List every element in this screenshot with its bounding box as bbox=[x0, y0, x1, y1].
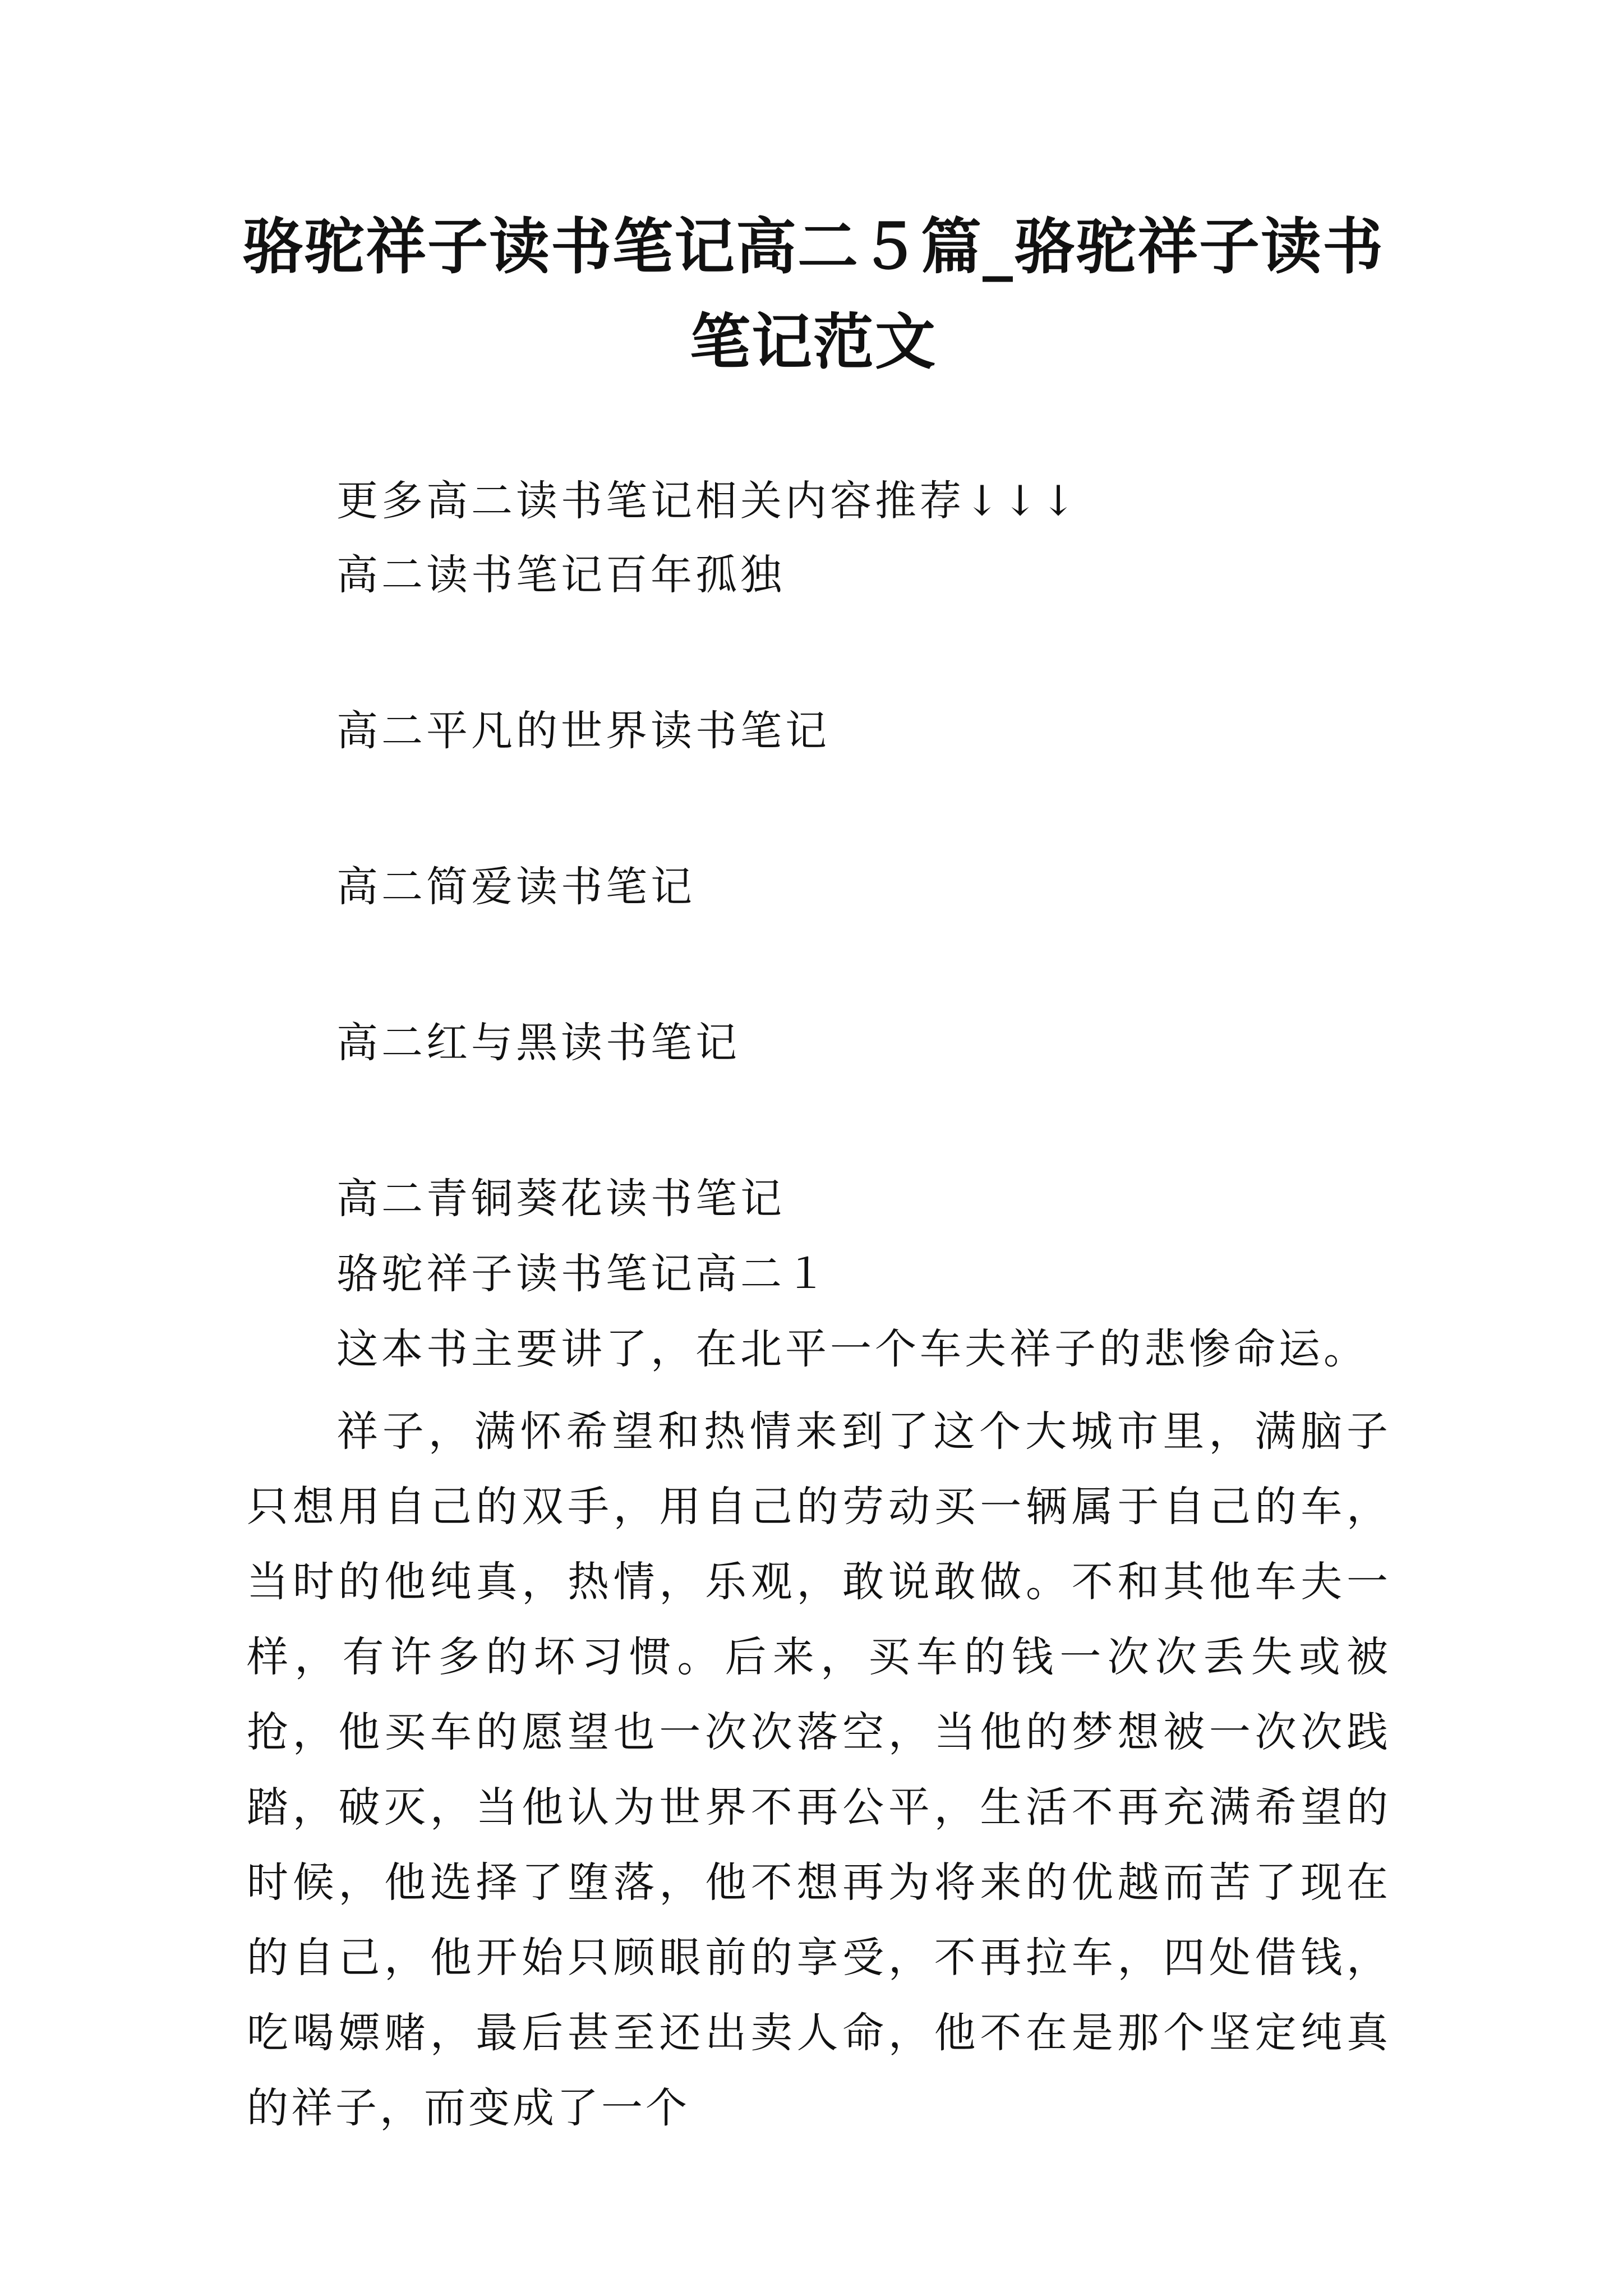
recommend-heading: 更多高二读书笔记相关内容推荐↓↓↓ bbox=[336, 477, 1080, 525]
related-link-3[interactable]: 高二简爱读书笔记 bbox=[336, 863, 695, 911]
section-title: 骆驼祥子读书笔记高二１ bbox=[336, 1250, 830, 1298]
related-link-4[interactable]: 高二红与黑读书笔记 bbox=[336, 1019, 740, 1067]
related-link-1[interactable]: 高二读书笔记百年孤独 bbox=[336, 551, 785, 599]
body-paragraph: 祥子，满怀希望和热情来到了这个大城市里，满脑子只想用自己的双手，用自己的劳动买一辆属于自己的车，当时的他纯真，热情，乐观，敢说敢做。不和其他车夫一样，有许多的坏习惯。后来，买车的钱一次次丢失或被抢，他买车的愿望也一次次落空，当他的梦想被一次次践踏，破灭，当他认为世界不再公平，生活不再充满希望的时候，他选择了堕落，他不想再为将来的优越而苦了现在的自己，他开始只顾眼前的享受，不再拉车，四处借钱，吃喝嫖赌，最后甚至还出卖人命，他不在是那个坚定纯真的祥子，而变成了一个 bbox=[247, 1407, 1391, 2132]
document-title: 骆驼祥子读书笔记高二５篇_骆驼祥子读书笔记范文 bbox=[242, 211, 1384, 378]
related-link-2[interactable]: 高二平凡的世界读书笔记 bbox=[336, 707, 830, 755]
related-link-5[interactable]: 高二青铜葵花读书笔记 bbox=[336, 1175, 785, 1223]
intro-sentence: 这本书主要讲了，在北平一个车夫祥子的悲惨命运。 bbox=[336, 1325, 1368, 1373]
